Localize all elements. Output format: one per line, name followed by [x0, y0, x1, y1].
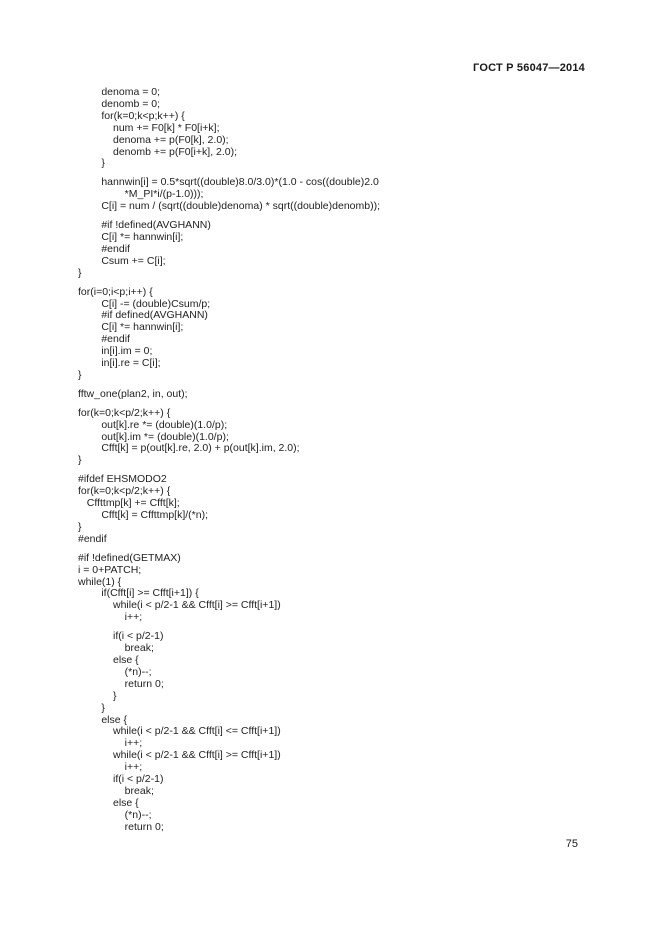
code-block: [78, 474, 380, 545]
code-line: i = 0+PATCH;: [78, 563, 142, 576]
code-line: }: [78, 520, 82, 533]
code-line: Cfft[k] = Cffttmp[k]/(*n);: [78, 509, 209, 521]
code-line: Csum += C[i];: [78, 254, 166, 267]
code-line: for(i=0;i<p;i++) {: [78, 285, 153, 298]
code-line: num += F0[k] * F0[i+k];: [78, 121, 220, 134]
document-header-title: ГОСТ Р 56047—2014: [473, 62, 585, 74]
code-line: }: [78, 157, 105, 170]
code-block: [78, 553, 380, 624]
code-line: break;: [78, 784, 154, 797]
code-line: }: [78, 266, 82, 279]
page-number: 75: [565, 838, 578, 850]
code-line: fftw_one(plan2, in, out);: [78, 387, 188, 400]
code-line: C[i] *= hannwin[i];: [78, 321, 184, 334]
code-line: (*n)--;: [78, 808, 152, 821]
code-line: for(k=0;k<p/2;k++) {: [78, 406, 171, 419]
code-line: out[k].re *= (double)(1.0/p);: [78, 418, 228, 431]
code-line: if(i < p/2-1): [78, 630, 164, 643]
code-line: for(k=0;k<p;k++) {: [78, 109, 185, 122]
code-line: #endif: [78, 333, 130, 346]
code-line: }: [78, 368, 82, 381]
code-line: #if defined(AVGHANN): [78, 309, 208, 322]
code-line: C[i] -= (double)Csum/p;: [78, 297, 211, 310]
code-line: if(i < p/2-1): [78, 773, 164, 786]
code-listing: [78, 87, 380, 841]
code-line: #endif: [78, 242, 130, 255]
code-block: [78, 177, 380, 213]
code-line: }: [78, 689, 117, 702]
code-line: else {: [78, 653, 139, 666]
code-line: Cffttmp[k] += Cfft[k];: [78, 497, 180, 510]
code-line: Cfft[k] = p(out[k].re, 2.0) + p(out[k].im, 2.0);: [78, 442, 300, 455]
code-line: }: [78, 454, 82, 467]
code-line: in[i].im = 0;: [78, 345, 153, 358]
code-line: while(i < p/2-1 && Cfft[i] >= Cfft[i+1]): [78, 599, 281, 612]
code-line: #if !defined(GETMAX): [78, 551, 181, 564]
code-line: i++;: [78, 761, 143, 774]
code-block: [78, 220, 380, 280]
code-block: [78, 287, 380, 382]
code-line: i++;: [78, 611, 143, 624]
code-line: else {: [78, 796, 139, 809]
code-line: C[i] *= hannwin[i];: [78, 230, 184, 243]
code-block: [78, 408, 380, 468]
code-line: for(k=0;k<p/2;k++) {: [78, 485, 171, 498]
code-line: i++;: [78, 737, 143, 750]
code-line: denomb += p(F0[i+k], 2.0);: [78, 145, 238, 158]
code-line: #endif: [78, 532, 107, 545]
code-block: [78, 87, 380, 170]
code-block: [78, 389, 380, 401]
code-block: [78, 631, 380, 833]
code-line: #if !defined(AVGHANN): [78, 219, 211, 232]
code-line: C[i] = num / (sqrt((double)denoma) * sqrt((double)denomb));: [78, 200, 380, 213]
code-line: denomb = 0;: [78, 97, 161, 110]
code-line: *M_PI*i/(p-1.0)));: [78, 188, 204, 201]
code-line: return 0;: [78, 820, 164, 833]
code-line: hannwin[i] = 0.5*sqrt((double)8.0/3.0)*(1.0 - cos((double)2.0: [78, 176, 379, 189]
code-line: return 0;: [78, 677, 164, 690]
code-line: while(i < p/2-1 && Cfft[i] >= Cfft[i+1]): [78, 749, 281, 762]
code-line: #ifdef EHSMODO2: [78, 473, 167, 486]
code-line: break;: [78, 642, 154, 655]
code-line: denoma = 0;: [78, 86, 161, 98]
code-line: in[i].re = C[i];: [78, 357, 161, 370]
code-line: else {: [78, 713, 128, 726]
code-line: out[k].im *= (double)(1.0/p);: [78, 430, 229, 443]
code-line: while(1) {: [78, 575, 122, 588]
code-line: if(Cfft[i] >= Cfft[i+1]) {: [78, 587, 199, 600]
code-line: }: [78, 701, 105, 714]
code-line: (*n)--;: [78, 665, 152, 678]
code-line: denoma += p(F0[k], 2.0);: [78, 133, 229, 146]
code-line: while(i < p/2-1 && Cfft[i] <= Cfft[i+1]): [78, 725, 281, 738]
